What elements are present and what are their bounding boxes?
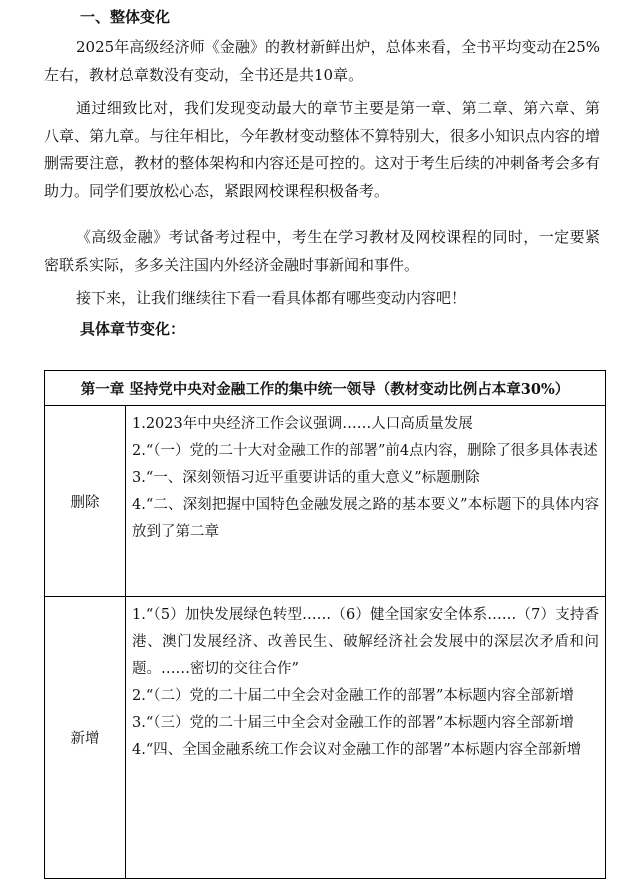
paragraph-comparison: 通过细致比对，我们发现变动最大的章节主要是第一章、第二章、第六章、第八章、第九章。与往年相比，今年教材变动整体不算特别大，很多小知识点内容的增删需要注意，教材的整体架构和内容还是可控的。这对于考生后续的冲刺备考会多有助力。同学们要放松心态，紧跟网校课程积极备考。 [44, 99, 600, 200]
list-item: 3.“一、深刻领悟习近平重要讲话的重大意义”标题删除 [132, 470, 480, 486]
list-item: 2.“（二）党的二十届二中全会对金融工作的部署”本标题内容全部新增 [132, 688, 574, 704]
paragraph-overview: 2025年高级经济师《金融》的教材新鲜出炉，总体来看，全书平均变动在25%左右，教材总章数没有变动，全书还是共10章。 [44, 38, 600, 84]
list-item: 1.“（5）加快发展绿色转型……（6）健全国家安全体系……（7）支持香港、澳门发展经济、改善民生、破解经济社会发展中的深层次矛盾和问题。……密切的交往合作” [132, 607, 599, 677]
list-item: 1.2023年中央经济工作会议强调……人口高质量发展 [132, 416, 473, 432]
section-heading-chapter-changes: 具体章节变化： [80, 320, 186, 338]
added-items [126, 597, 606, 879]
paragraph-transition: 接下来，让我们继续往下看一看具体都有哪些变动内容吧！ [76, 289, 467, 307]
category-label-added: 新增 [45, 597, 126, 879]
paragraph-advice: 《高级金融》考试备考过程中，考生在学习教材及网校课程的同时，一定要紧密联系实际，多多关注国内外经济金融时事新闻和事件。 [44, 228, 600, 274]
deleted-items [126, 406, 606, 597]
list-item: 2.“（一）党的二十大对金融工作的部署”前4点内容，删除了很多具体表述 [132, 443, 598, 459]
table-row-deleted [45, 406, 606, 597]
chapter-title: 第一章 坚持党中央对金融工作的集中统一领导（教材变动比例占本章30%） [45, 371, 606, 406]
chapter-changes-table [44, 370, 606, 879]
category-label-deleted: 删除 [45, 406, 126, 597]
table-row-added [45, 597, 606, 879]
section-heading-overall-changes: 一、整体变化 [80, 8, 171, 26]
list-item: 4.“二、深刻把握中国特色金融发展之路的基本要义”本标题下的具体内容放到了第二章 [132, 497, 599, 540]
list-item: 4.“四、全国金融系统工作会议对金融工作的部署”本标题内容全部新增 [132, 742, 582, 758]
list-item: 3.“（三）党的二十届三中全会对金融工作的部署”本标题内容全部新增 [132, 715, 574, 731]
